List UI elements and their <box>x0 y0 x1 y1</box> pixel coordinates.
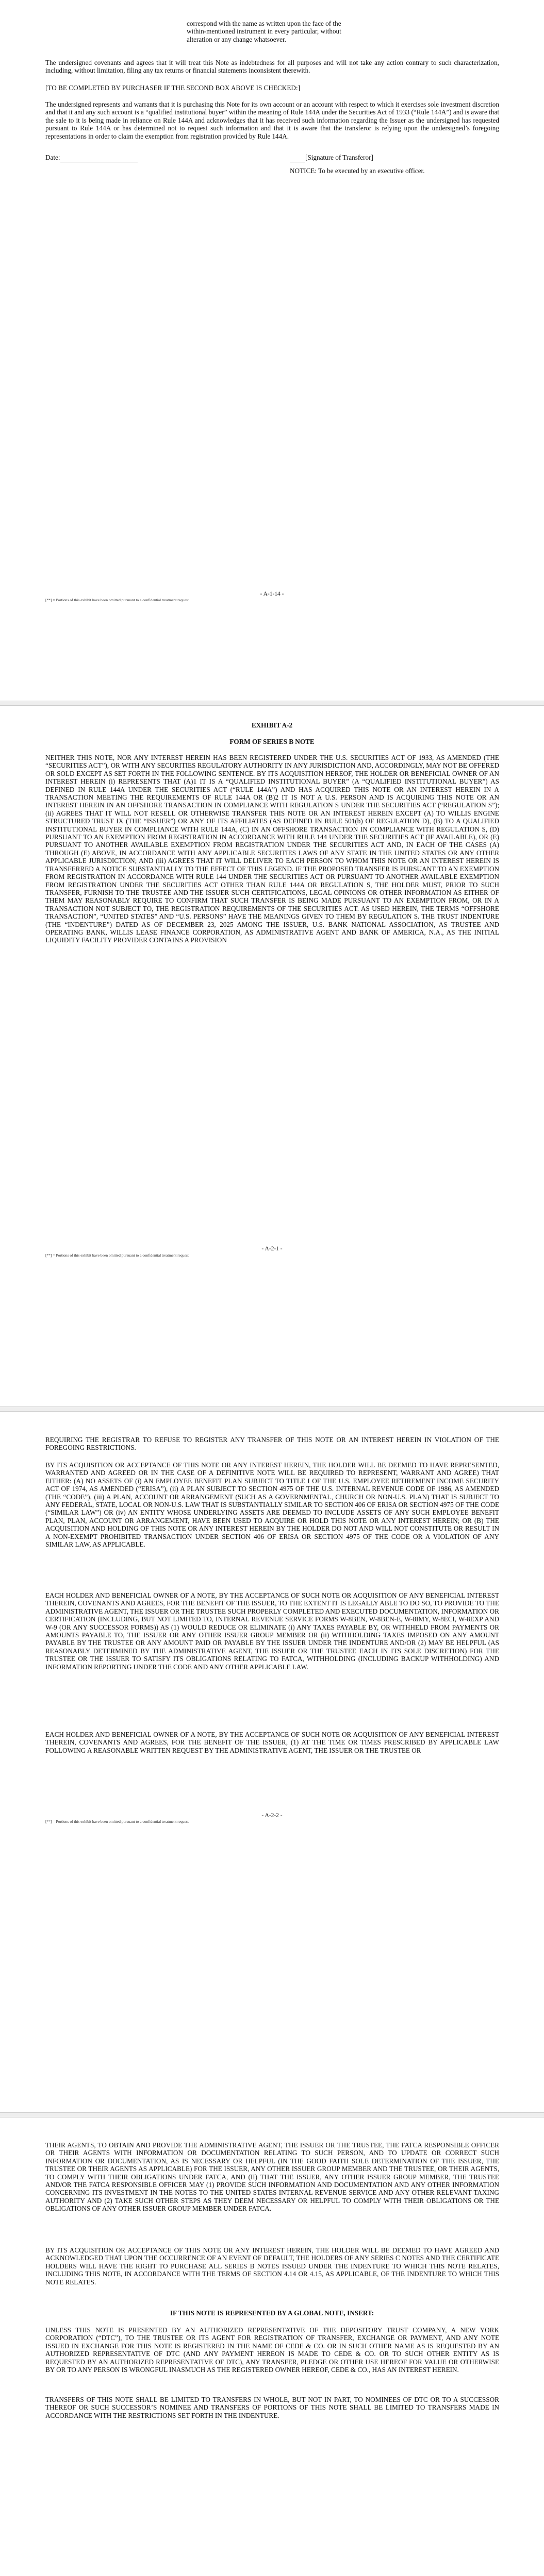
page-number: - A-2-1 - <box>261 1246 283 1252</box>
date-label: Date: <box>45 154 60 161</box>
form-title: FORM OF SERIES B NOTE <box>229 738 315 745</box>
exhibit-heading: EXHIBIT A-2 <box>251 721 293 729</box>
confidential-footnote: [**] = Portions of this exhibit have been omitted pursuant to a confidential treatment request <box>45 1253 189 1258</box>
page-divider <box>0 1406 544 1412</box>
page-number: - A-1-14 - <box>260 591 284 597</box>
tax-documentation-paragraph: EACH HOLDER AND BENEFICIAL OWNER OF A NOTE, BY THE ACCEPTANCE OF SUCH NOTE OR ACQUISITION OF ANY BENEFICIAL INTEREST THEREIN, COVENANTS AND AGREES, FOR THE BENEFIT OF THE ISSUER, TO THE EXTENT IT IS LEGALLY ABLE TO DO SO, TO PROVIDE TO THE ADMINISTRATIVE AGENT, THE ISSUER OR THE TRUSTEE SUCH PROPERLY COMPLETED AND EXECUTED DOCUMENTATION, INFORMATION OR CERTIFICATION (INCLUDING, BUT NOT LIMITED TO, INTERNAL REVENUE SERVICE FORMS W-8BEN, W-8BEN-E, W-8IMY, W-8ECI, W-8EXP AND W-9 (OR ANY SUCCESSOR FORMS)) AS (1) WOULD REDUCE OR ELIMINATE (i) ANY TAXES PAYABLE BY, OR WITHHELD FROM PAYMENTS OR AMOUNTS PAYABLE TO, THE ISSUER OR ANY OTHER ISSUER GROUP MEMBER OR (ii) WITHHOLDING TAXES IMPOSED ON ANY AMOUNT PAYABLE BY THE TRUSTEE OR ANY AMOUNT PAID OR PAYABLE BY THE ISSUER UNDER THE INDENTURE AND/OR (2) MAY BE HELPFUL (AS REASONABLY DETERMINED BY THE ADMINISTRATIVE AGENT, THE ISSUER OR THE TRUSTEE EACH IN ITS SOLE DISCRETION) FOR THE TRUSTEE OR THE ISSUER TO SATISFY ITS OBLIGATIONS RELATING TO FATCA, WITHHOLDING (INCLUDING BACKUP WITHHOLDING) AND INFORMATION REPORTING UNDER THE CODE AND ANY OTHER APPLICABLE LAW. <box>45 1591 499 1671</box>
confidential-footnote: [**] = Portions of this exhibit have been omitted pursuant to a confidential treatment request <box>45 598 189 602</box>
page-4 <box>0 2117 544 2576</box>
securities-legend: NEITHER THIS NOTE, NOR ANY INTEREST HEREIN HAS BEEN REGISTERED UNDER THE U.S. SECURITIES ACT OF 1933, AS AMENDED (THE “SECURITIES ACT”), OR WITH ANY SECURITIES REGULATORY AUTHORITY IN ANY JURISDICTION AND, ACCORDINGLY, MAY NOT BE OFFERED OR SOLD EXCEPT AS SET FORTH IN THE FOLLOWING SENTENCE. BY ITS ACQUISITION HEREOF, THE HOLDER OR BENEFICIAL OWNER OF AN INTEREST HEREIN (i) REPRESENTS THAT (A)1 IT IS A “QUALIFIED INSTITUTIONAL BUYER” (A “QUALIFIED INSTITUTIONAL BUYER”) AS DEFINED IN RULE 144A UNDER THE SECURITIES ACT (“RULE 144A”) AND HAS ACQUIRED THIS NOTE OR AN INTEREST HEREIN IN A TRANSACTION MEETING THE REQUIREMENTS OF RULE 144A OR (B)2 IT IS NOT A U.S. PERSON AND IS ACQUIRING THIS NOTE OR AN INTEREST HEREIN IN AN OFFSHORE TRANSACTION IN COMPLIANCE WITH REGULATION S UNDER THE SECURITIES ACT (“REGULATION S”); (ii) AGREES THAT IT WILL NOT RESELL OR OTHERWISE TRANSFER THIS NOTE OR AN INTEREST HEREIN EXCEPT (A) TO WILLIS ENGINE STRUCTURED TRUST IX (THE “ISSUER”) OR ANY OF ITS AFFILIATES (AS DEFINED IN RULE 501(b) OF REGULATION D), (B) TO A QUALIFIED INSTITUTIONAL BUYER IN COMPLIANCE WITH RULE 144A, (C) IN AN OFFSHORE TRANSACTION IN COMPLIANCE WITH REGULATION S, (D) PURSUANT TO AN EXEMPTION FROM REGISTRATION IN ACCORDANCE WITH RULE 144 UNDER THE SECURITIES ACT (IF AVAILABLE), OR (E) PURSUANT TO ANOTHER AVAILABLE EXEMPTION FROM REGISTRATION UNDER THE SECURITIES ACT AND, IN EACH OF THE CASES (A) THROUGH (E) ABOVE, IN ACCORDANCE WITH ANY APPLICABLE SECURITIES LAWS OF ANY STATE IN THE UNITED STATES OR ANY OTHER APPLICABLE JURISDICTION; AND (iii) AGREES THAT IT WILL DELIVER TO EACH PERSON TO WHOM THIS NOTE OR AN INTEREST HEREIN IS TRANSFERRED A NOTICE SUBSTANTIALLY TO THE EFFECT OF THIS LEGEND. IF THE PROPOSED TRANSFER IS PURSUANT TO AN EXEMPTION FROM REGISTRATION IN ACCORDANCE WITH RULE 144 UNDER THE SECURITIES ACT OR PURSUANT TO ANOTHER AVAILABLE EXEMPTION FROM REGISTRATION UNDER THE SECURITIES ACT OTHER THAN RULE 144A OR REGULATION S, THE HOLDER MUST, PRIOR TO SUCH TRANSFER, FURNISH TO THE TRUSTEE AND THE ISSUER SUCH CERTIFICATIONS, LEGAL OPINIONS OR OTHER INFORMATION AS EITHER OF THEM MAY REASONABLY REQUIRE TO CONFIRM THAT SUCH TRANSFER IS BEING MADE PURSUANT TO AN EXEMPTION FROM, OR IN A TRANSACTION NOT SUBJECT TO, THE REGISTRATION REQUIREMENTS OF THE SECURITIES ACT. AS USED HEREIN, THE TERMS “OFFSHORE TRANSACTION”, “UNITED STATES” AND “U.S. PERSONS” HAVE THE MEANINGS GIVEN TO THEM BY REGULATION S. THE TRUST INDENTURE (THE “INDENTURE”) DATED AS OF DECEMBER 23, 2025 AMONG THE ISSUER, U.S. BANK NATIONAL ASSOCIATION, AS TRUSTEE AND OPERATING BANK, WILLIS LEASE FINANCE CORPORATION, AS ADMINISTRATIVE AGENT AND BANK OF AMERICA, N.A., AS THE INITIAL LIQUIDITY FACILITY PROVIDER CONTAINS A PROVISION <box>45 754 499 944</box>
covenant-paragraph: The undersigned covenants and agrees that it will treat this Note as indebtedness for all purposes and will not take any action contrary to such characterization, including, without limitation, filing any tax returns or financial statements inconsistent therewith. <box>45 59 499 75</box>
signature-label: [Signature of Transferor] <box>305 154 373 161</box>
page-divider <box>0 2112 544 2117</box>
page-3 <box>0 1412 544 2112</box>
dtc-legend-paragraph: UNLESS THIS NOTE IS PRESENTED BY AN AUTHORIZED REPRESENTATIVE OF THE DEPOSITORY TRUST COMPANY, A NEW YORK CORPORATION (“DTC”), TO THE TRUSTEE OR ITS AGENT FOR REGISTRATION OF TRANSFER, EXCHANGE OR PAYMENT, AND ANY NOTE ISSUED IN EXCHANGE FOR THIS NOTE IS REGISTERED IN THE NAME OF CEDE & CO. OR IN SUCH OTHER NAME AS IS REQUESTED BY AN AUTHORIZED REPRESENTATIVE OF DTC (AND ANY PAYMENT HEREON IS MADE TO CEDE & CO. OR TO SUCH OTHER ENTITY AS IS REQUESTED BY AN AUTHORIZED REPRESENTATIVE OF DTC), ANY TRANSFER, PLEDGE OR OTHER USE HEREOF FOR VALUE OR OTHERWISE BY OR TO ANY PERSON IS WRONGFUL INASMUCH AS THE REGISTERED OWNER HEREOF, CEDE & CO., HAS AN INTEREST HEREIN. <box>45 2326 499 2374</box>
delivery-instruction-text: correspond with the name as written upon the face of the within-mentioned instrument in every particular, without alteration or any change whatsoever. <box>187 20 341 43</box>
global-note-heading: IF THIS NOTE IS REPRESENTED BY A GLOBAL NOTE, INSERT: <box>170 2309 374 2317</box>
transfer-limitation-paragraph: TRANSFERS OF THIS NOTE SHALL BE LIMITED TO TRANSFERS IN WHOLE, BUT NOT IN PART, TO NOMINEES OF DTC OR TO A SUCCESSOR THEREOF OR SUCH SUCCESSOR’S NOMINEE AND TRANSFERS OF PORTIONS OF THIS NOTE SHALL BE LIMITED TO TRANSFERS MADE IN ACCORDANCE WITH THE RESTRICTIONS SET FORTH IN THE INDENTURE. <box>45 2396 499 2419</box>
event-of-default-paragraph: BY ITS ACQUISITION OR ACCEPTANCE OF THIS NOTE OR ANY INTEREST HEREIN, THE HOLDER WILL BE DEEMED TO HAVE AGREED AND ACKNOWLEDGED THAT UPON THE OCCURRENCE OF AN EVENT OF DEFAULT, THE HOLDERS OF ANY SERIES C NOTES AND THE CERTIFICATE HOLDERS WILL HAVE THE RIGHT TO PURCHASE ALL SERIES B NOTES ISSUED UNDER THE INDENTURE TO WHICH THIS NOTE RELATES, INCLUDING THIS NOTE, IN ACCORDANCE WITH THE TERMS OF SECTION 4.14 OR 4.15, AS APPLICABLE, OF THE INDENTURE TO WHICH THIS NOTE RELATES. <box>45 2246 499 2286</box>
executive-notice: NOTICE: To be executed by an executive officer. <box>290 167 425 175</box>
confidential-footnote: [**] = Portions of this exhibit have been omitted pursuant to a confidential treatment request <box>45 1819 189 1824</box>
date-blank <box>60 154 138 162</box>
date-line <box>45 154 138 162</box>
page-divider <box>0 701 544 706</box>
page-2 <box>0 706 544 1406</box>
fatca-covenant-paragraph: EACH HOLDER AND BENEFICIAL OWNER OF A NOTE, BY THE ACCEPTANCE OF SUCH NOTE OR ACQUISITION OF ANY BENEFICIAL INTEREST THEREIN, COVENANTS AND AGREES, FOR THE BENEFIT OF THE ISSUER, (1) AT THE TIME OR TIMES PRESCRIBED BY APPLICABLE LAW FOLLOWING A REASONABLE WRITTEN REQUEST BY THE ADMINISTRATIVE AGENT, THE ISSUER OR THE TRUSTEE OR <box>45 1731 499 1754</box>
signature-blank <box>290 154 305 162</box>
signature-line <box>290 154 373 162</box>
purchaser-completion-heading: [TO BE COMPLETED BY PURCHASER IF THE SECOND BOX ABOVE IS CHECKED:] <box>45 84 300 92</box>
erisa-representation-paragraph: BY ITS ACQUISITION OR ACCEPTANCE OF THIS NOTE OR ANY INTEREST HEREIN, THE HOLDER WILL BE DEEMED TO HAVE REPRESENTED, WARRANTED AND AGREED OR IN THE CASE OF A DEFINITIVE NOTE WILL BE REQUIRED TO REPRESENT, WARRANT AND AGREE) THAT EITHER: (A) NO ASSETS OF (i) AN EMPLOYEE BENEFIT PLAN SUBJECT TO TITLE I OF THE U.S. EMPLOYEE RETIREMENT INCOME SECURITY ACT OF 1974, AS AMENDED (“ERISA”), (ii) A PLAN SUBJECT TO SECTION 4975 OF THE U.S. INTERNAL REVENUE CODE OF 1986, AS AMENDED (THE “CODE”), (iii) A PLAN, ACCOUNT OR ARRANGEMENT (SUCH AS A GOVERNMENTAL, CHURCH OR NON-U.S. PLAN) THAT IS SUBJECT TO ANY FEDERAL, STATE, LOCAL OR NON-U.S. LAW THAT IS SUBSTANTIALLY SIMILAR TO SECTION 406 OF ERISA OR SECTION 4975 OF THE CODE (“SIMILAR LAW”) OR (iv) AN ENTITY WHOSE UNDERLYING ASSETS ARE DEEMED TO INCLUDE ASSETS OF ANY SUCH EMPLOYEE BENEFIT PLAN, PLAN, ACCOUNT OR ARRANGEMENT, HAVE BEEN USED TO ACQUIRE OR HOLD THIS NOTE OR ANY INTEREST HEREIN; OR (B) THE ACQUISITION AND HOLDING OF THIS NOTE OR ANY INTEREST HEREIN BY THE HOLDER DO NOT AND WILL NOT CONSTITUTE OR RESULT IN A NON-EXEMPT PROHIBITED TRANSACTION UNDER SECTION 406 OF ERISA OR SECTION 4975 OF THE CODE OR A VIOLATION OF ANY SIMILAR LAW, AS APPLICABLE. <box>45 1461 499 1549</box>
registrar-refusal-paragraph: REQUIRING THE REGISTRAR TO REFUSE TO REGISTER ANY TRANSFER OF THIS NOTE OR AN INTEREST HEREIN IN VIOLATION OF THE FOREGOING RESTRICTIONS. <box>45 1436 499 1452</box>
fatca-obligations-paragraph: THEIR AGENTS, TO OBTAIN AND PROVIDE THE ADMINISTRATIVE AGENT, THE ISSUER OR THE TRUSTEE, THE FATCA RESPONSIBLE OFFICER OR THEIR AGENTS WITH INFORMATION OR DOCUMENTATION RELATING TO SUCH PERSON, AND TO UPDATE OR CORRECT SUCH INFORMATION OR DOCUMENTATION, AS IS NECESSARY OR HELPFUL (IN THE GOOD FAITH SOLE DETERMINATION OF THE ISSUER, THE TRUSTEE OR THEIR AGENTS AS APPLICABLE) FOR THE ISSUER, ANY OTHER ISSUER GROUP MEMBER AND THE TRUSTEE, OR THEIR AGENTS, TO COMPLY WITH THEIR OBLIGATIONS UNDER FATCA, AND (II) THAT THE ISSUER, ANY OTHER ISSUER GROUP MEMBER, THE TRUSTEE AND/OR THE FATCA RESPONSIBLE OFFICER MAY (1) PROVIDE SUCH INFORMATION AND DOCUMENTATION AND ANY OTHER INFORMATION CONCERNING ITS INVESTMENT IN THE NOTES TO THE UNITED STATES INTERNAL REVENUE SERVICE AND ANY OTHER RELEVANT TAXING AUTHORITY AND (2) TAKE SUCH OTHER STEPS AS THEY DEEM NECESSARY OR HELPFUL TO COMPLY WITH THEIR OBLIGATIONS OR THE OBLIGATIONS OF ANY OTHER ISSUER GROUP MEMBER UNDER FATCA. <box>45 2141 499 2213</box>
page-1 <box>0 0 544 701</box>
page-number: - A-2-2 - <box>261 1812 283 1819</box>
rule-144a-paragraph: The undersigned represents and warrants that it is purchasing this Note for its own account or an account with respect to which it exercises sole investment discretion and that it and any such account is a “qualified institutional buyer” within the meaning of Rule 144A under the Securities Act of 1933 (“Rule 144A”) and is aware that the sale to it is being made in reliance on Rule 144A and acknowledges that it has received such information regarding the Issuer as the undersigned has requested pursuant to Rule 144A or has determined not to request such information and that it is aware that the transferor is relying upon the undersigned’s foregoing representations in order to claim the exemption from registration provided by Rule 144A. <box>45 100 499 140</box>
